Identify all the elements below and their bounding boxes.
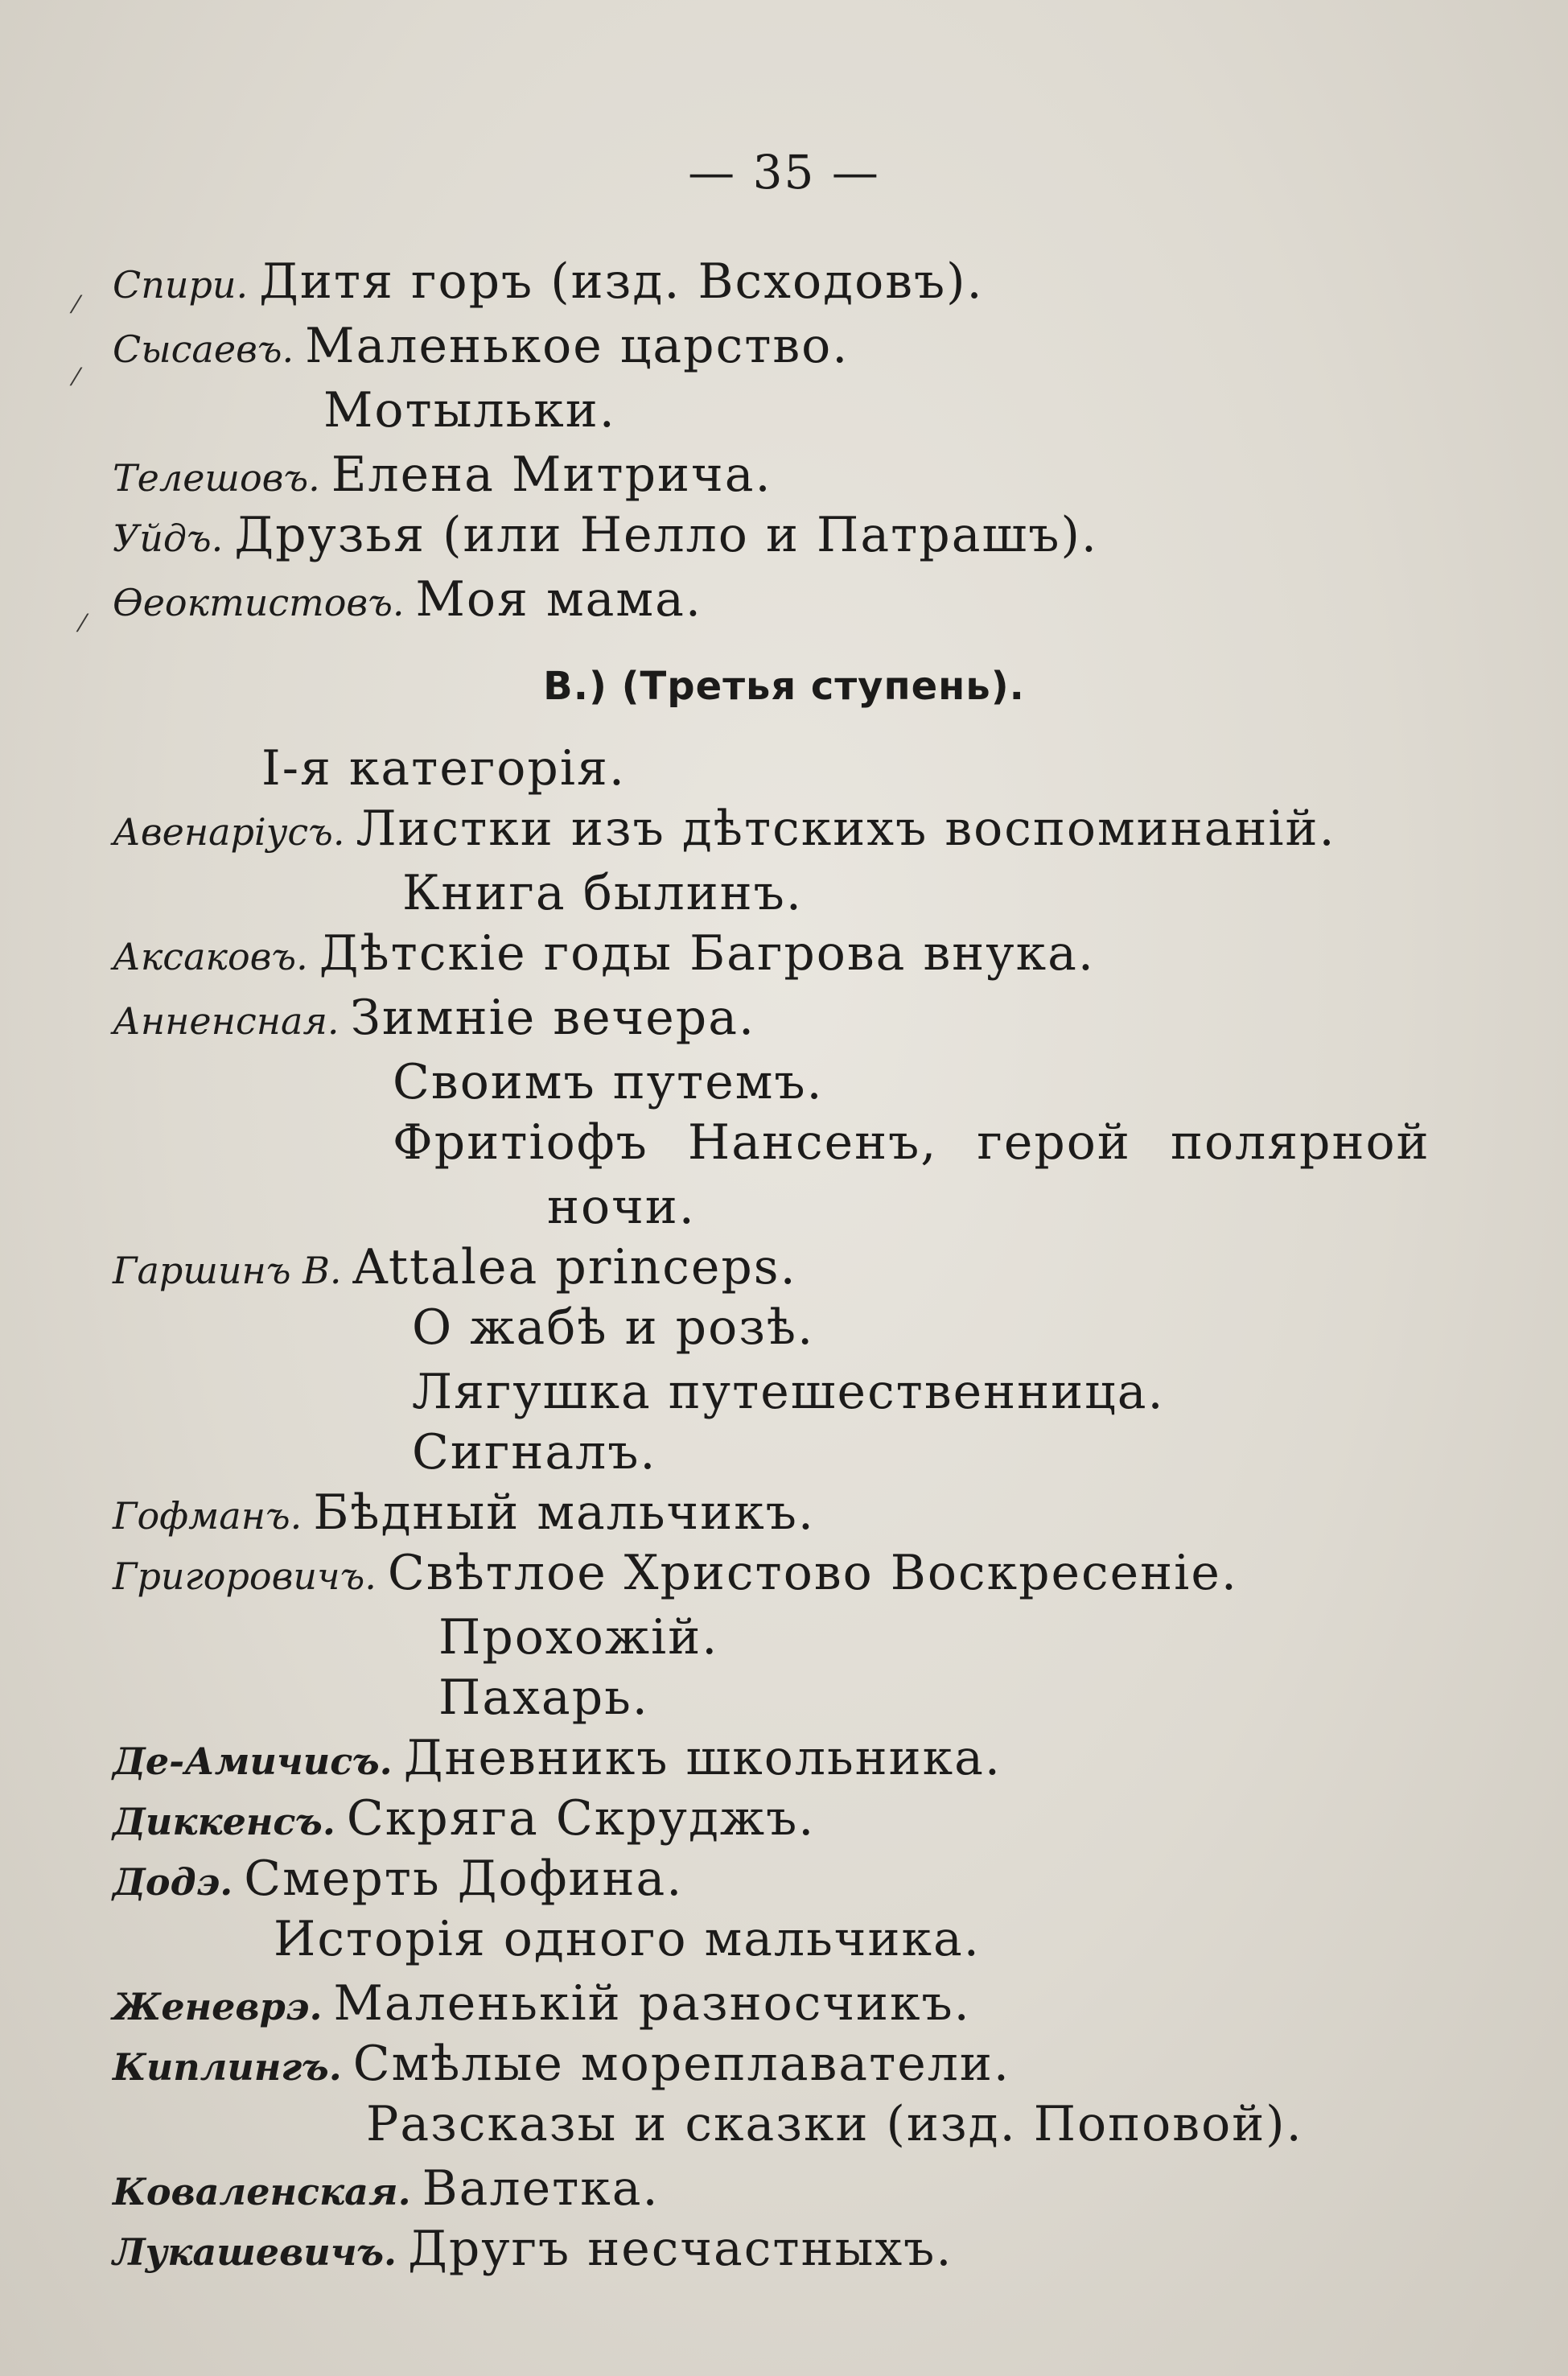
entry-line	[113, 1484, 815, 1541]
entry-author: Диккенсъ.	[113, 1800, 335, 1843]
entry-line	[113, 318, 850, 374]
entry-line	[113, 507, 1098, 563]
entry-line	[438, 1670, 649, 1726]
entry-line	[438, 1609, 719, 1666]
entry-line	[402, 865, 803, 921]
entry-title: О жабѣ и розѣ.	[412, 1299, 815, 1356]
entry-author: Гофманъ.	[113, 1494, 302, 1538]
entry-title: Дневникъ школьника.	[403, 1730, 1002, 1786]
entry-author: Телешовъ.	[113, 456, 320, 500]
entry-line	[113, 925, 1095, 982]
entry-title: Фритіофъ Нансенъ, герой полярной	[393, 1114, 1430, 1171]
entry-title: Скряга Скруджъ.	[346, 1790, 816, 1847]
entry-author: Ѳеоктистовъ.	[113, 581, 405, 624]
entry-line	[323, 382, 616, 439]
entry-title: Валетка.	[422, 2160, 660, 2217]
entry-author: Уйдъ.	[113, 517, 224, 560]
entry-title: Бѣдный мальчикъ.	[313, 1484, 815, 1541]
pencil-mark-icon: ⁄	[80, 610, 85, 638]
entry-line	[412, 1424, 657, 1480]
entry-line	[412, 1364, 1165, 1420]
entry-title: Сигналъ.	[412, 1424, 657, 1480]
entry-line	[113, 1790, 816, 1847]
entry-line	[366, 2096, 1303, 2152]
entry-line	[113, 1545, 1238, 1601]
entry-line	[113, 2036, 1010, 2092]
entry-author: Киплингъ.	[113, 2045, 342, 2089]
entry-title: Книга былинъ.	[402, 865, 803, 921]
entry-author: Сысаевъ.	[113, 327, 294, 371]
entry-author: Авенаріусъ.	[113, 810, 345, 854]
entry-title: Лягушка путешественница.	[412, 1364, 1165, 1420]
entry-title: Зимніе вечера.	[350, 990, 756, 1046]
pencil-mark-icon: ⁄	[74, 364, 79, 392]
entry-title: Маленькое царство.	[305, 318, 850, 374]
entry-line	[113, 571, 702, 628]
entry-title: Дитя горъ (изд. Всходовъ).	[259, 253, 984, 310]
entry-line	[113, 1851, 684, 1907]
entry-title: Attalea princeps.	[352, 1239, 797, 1295]
entry-title: Смерть Дофина.	[244, 1851, 684, 1907]
entry-author: Де-Амичисъ.	[113, 1740, 393, 1783]
entry-title: Маленькій разносчикъ.	[333, 1975, 971, 2032]
entry-title: Разсказы и сказки (изд. Поповой).	[366, 2096, 1303, 2152]
entry-title: Своимъ путемъ.	[393, 1054, 824, 1110]
entry-author: Лукашевичъ.	[113, 2230, 397, 2274]
entry-title: Мотыльки.	[323, 382, 616, 439]
entry-title: Моя мама.	[415, 571, 702, 628]
page-number: — 35 —	[688, 145, 880, 200]
entry-author: Аксаковъ.	[113, 935, 308, 978]
entry-title: Прохожій.	[438, 1609, 719, 1666]
entry-author: Женеврэ.	[113, 1985, 323, 2028]
entry-line	[113, 1730, 1002, 1786]
entry-line	[393, 1054, 824, 1110]
entry-line	[113, 990, 756, 1046]
entry-title: ночи.	[547, 1179, 696, 1235]
entry-author: Анненсная.	[113, 999, 340, 1043]
entry-title: Пахарь.	[438, 1670, 649, 1726]
entry-author: Коваленская.	[113, 2170, 411, 2213]
entry-line	[274, 1911, 981, 1967]
entry-line	[113, 447, 772, 503]
entry-author: Додэ.	[113, 1860, 233, 1904]
entry-line	[113, 2221, 953, 2277]
entry-author: Спири.	[113, 263, 249, 307]
entry-line	[113, 2160, 660, 2217]
entry-title: Елена Митрича.	[331, 447, 772, 503]
entry-title: Смѣлые мореплаватели.	[352, 2036, 1010, 2092]
entry-title: Исторія одного мальчика.	[274, 1911, 981, 1967]
entry-line	[412, 1299, 815, 1356]
entry-line	[113, 1239, 797, 1295]
entry-line	[113, 253, 984, 310]
pencil-mark-icon: ⁄	[74, 291, 79, 319]
entry-line	[547, 1179, 696, 1235]
entry-title: Листки изъ дѣтскихъ воспоминаній.	[356, 801, 1336, 857]
section-heading: В.) (Третья ступень).	[543, 664, 1025, 709]
entry-line	[393, 1114, 1430, 1171]
entry-title: Свѣтлое Христово Воскресеніе.	[387, 1545, 1238, 1601]
entry-title: Дѣтскіе годы Багрова внука.	[319, 925, 1095, 982]
category-label: I-я категорія.	[261, 740, 626, 797]
entry-line	[113, 1975, 971, 2032]
entry-line	[113, 801, 1336, 857]
entry-title: Друзья (или Нелло и Патрашъ).	[234, 507, 1098, 563]
entry-author: Гаршинъ В.	[113, 1249, 342, 1292]
entry-title: Другъ несчастныхъ.	[408, 2221, 953, 2277]
entry-author: Григоровичъ.	[113, 1554, 377, 1598]
